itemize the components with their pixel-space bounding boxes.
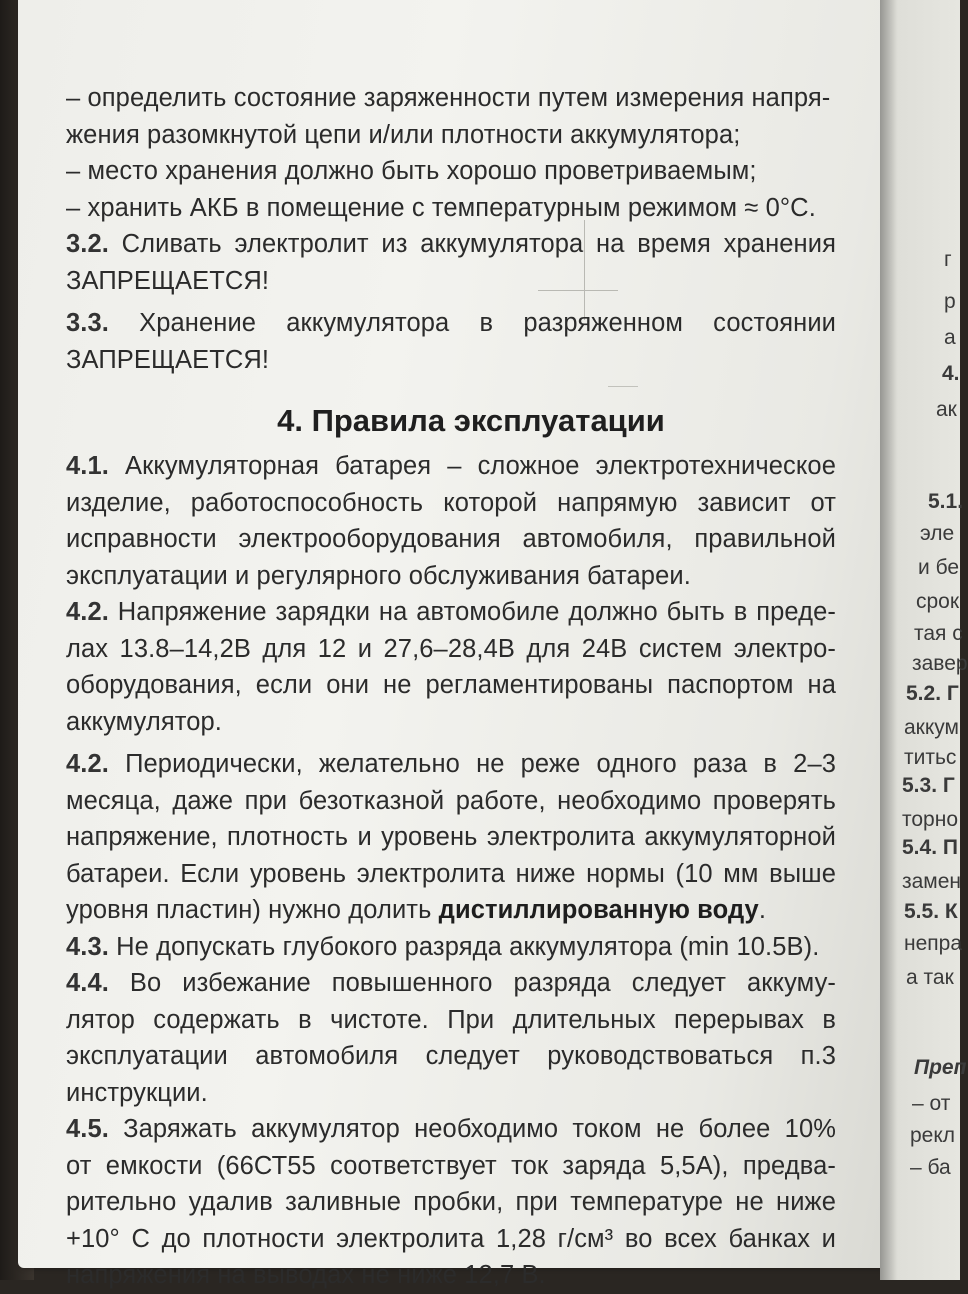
page-fragment: – ба: [910, 1156, 951, 1179]
text-line: Заряжать аккумулятор необходимо током не более 10%: [123, 1115, 836, 1143]
text-line: Напряжение зарядки на автомобиле должно быть в преде-: [117, 598, 836, 626]
text-line: эксплуатации автомобиля следует руководствоваться п.3: [66, 1042, 836, 1070]
page-fragment: непра: [904, 932, 963, 955]
page-fragment: замен: [902, 870, 962, 893]
text-line: ЗАПРЕЩАЕТСЯ!: [66, 266, 270, 295]
text-line: [66, 892, 836, 929]
page-fragment: и бе: [918, 556, 960, 579]
text-line: эксплуатации и регулярного обслуживания батареи.: [66, 561, 691, 590]
page-fragment: завер: [912, 652, 968, 675]
section-4-4: [66, 965, 836, 1002]
page-fragment: – от: [912, 1092, 951, 1115]
text-fragment: уровня пластин) нужно долить: [66, 896, 439, 924]
text-line: – место хранения должно быть хорошо проветриваемым;: [66, 157, 757, 185]
page-fragment: 5.4. П: [902, 836, 958, 859]
section-3-2: [66, 226, 836, 263]
page-fragment: титьс: [904, 746, 957, 769]
section-4-2b: [66, 746, 836, 783]
section-4-3: [66, 929, 836, 966]
page-fragment: эле: [920, 522, 955, 545]
section-number: 3.3.: [66, 309, 109, 337]
section-number: 4.2.: [66, 750, 109, 778]
page-fragment: рекл: [910, 1124, 956, 1147]
section-4-2a: [66, 594, 836, 631]
text-line: лятор содержать в чистоте. При длительных перерывах в: [66, 1005, 836, 1034]
section-number: 4.3.: [66, 932, 109, 961]
instruction-page: [18, 0, 890, 1289]
text-line: жения разомкнутой цепи и/или плотности аккумулятора;: [66, 120, 741, 149]
text-line: от емкости (66СТ55 соответствует ток заряда 5,5А), предва-: [66, 1151, 836, 1180]
text-line: месяца, даже при безотказной работе, необходимо проверять: [66, 786, 836, 815]
page-fragment: г: [944, 248, 952, 271]
text-line: напряжение, плотность и уровень электролита аккумуляторной: [66, 823, 836, 851]
page-fragment: а: [944, 326, 956, 349]
page-shadow: [880, 0, 898, 1280]
section-3-3: [66, 305, 836, 342]
text-fragment: .: [758, 896, 767, 924]
text-line: Хранение аккумулятора в разряженном состоянии: [139, 309, 837, 337]
page-fragment: ак: [936, 398, 957, 421]
section-number: 4.2.: [66, 598, 109, 626]
page-fragment: 5.3. Г: [902, 774, 955, 797]
text-line: рительно удалив заливные пробки, при температуре не ниже: [66, 1188, 836, 1216]
section-heading: 4. Правила эксплуатации: [277, 403, 665, 438]
emphasized-text: дистиллированную воду: [438, 896, 759, 924]
text-line: изделие, работоспособность которой напрямую зависит от: [66, 488, 836, 517]
section-number: 4.1.: [66, 452, 109, 480]
text-line: Аккумуляторная батарея – сложное электротехническое: [125, 452, 836, 480]
page-fragment: 5.5. К: [904, 900, 958, 923]
page-fragment: Преп: [914, 1056, 967, 1079]
text-line: ЗАПРЕЩАЕТСЯ!: [66, 345, 270, 374]
page-content: [66, 80, 836, 1294]
page-fragment: 5.2. Г: [906, 682, 959, 705]
text-line: Периодически, желательно не реже одного раза в 2–3: [125, 750, 837, 778]
section-number: 4.5.: [66, 1115, 109, 1143]
text-line: исправности электрооборудования автомобиля, правильной: [66, 525, 836, 553]
text-line: аккумулятор.: [66, 707, 222, 736]
page-fragment: торно: [902, 808, 959, 831]
text-line: +10° С до плотности электролита 1,28 г/см³ во всех банках и: [66, 1224, 836, 1253]
section-4-1: [66, 448, 836, 485]
text-line: напряжения на выводах не ниже 12,7 В.: [66, 1261, 546, 1289]
text-line: инструкции.: [66, 1078, 208, 1107]
page-fragment: 5.1.: [928, 490, 964, 513]
text-line: Во избежание повышенного разряда следует аккуму-: [129, 969, 837, 997]
section-number: 3.2.: [66, 230, 109, 258]
text-line: лах 13.8–14,2В для 12 и 27,6–28,4В для 24В систем электро-: [66, 634, 836, 663]
text-line: оборудования, если они не регламентированы паспортом на: [66, 671, 836, 699]
text-line: батареи. Если уровень электролита ниже нормы (10 мм выше: [66, 859, 836, 888]
page-fragment: срок: [916, 590, 960, 613]
text-line: Сливать электролит из аккумулятора на время хранения: [121, 230, 836, 258]
text-line: – хранить АКБ в помещение с температурным режимом ≈ 0°С.: [66, 193, 816, 222]
page-fragment: аккум: [904, 716, 959, 739]
page-fragment: а так: [906, 966, 954, 989]
text-line: Не допускать глубокого разряда аккумулятора (min 10.5В).: [116, 932, 820, 961]
page-fragment: тая с: [914, 622, 963, 645]
page-fragment: 4.: [942, 362, 960, 385]
section-number: 4.4.: [66, 969, 109, 997]
text-line: – определить состояние заряженности путем измерения напря-: [66, 84, 831, 112]
page-fragment: р: [944, 290, 956, 313]
section-4-5: [66, 1111, 836, 1148]
